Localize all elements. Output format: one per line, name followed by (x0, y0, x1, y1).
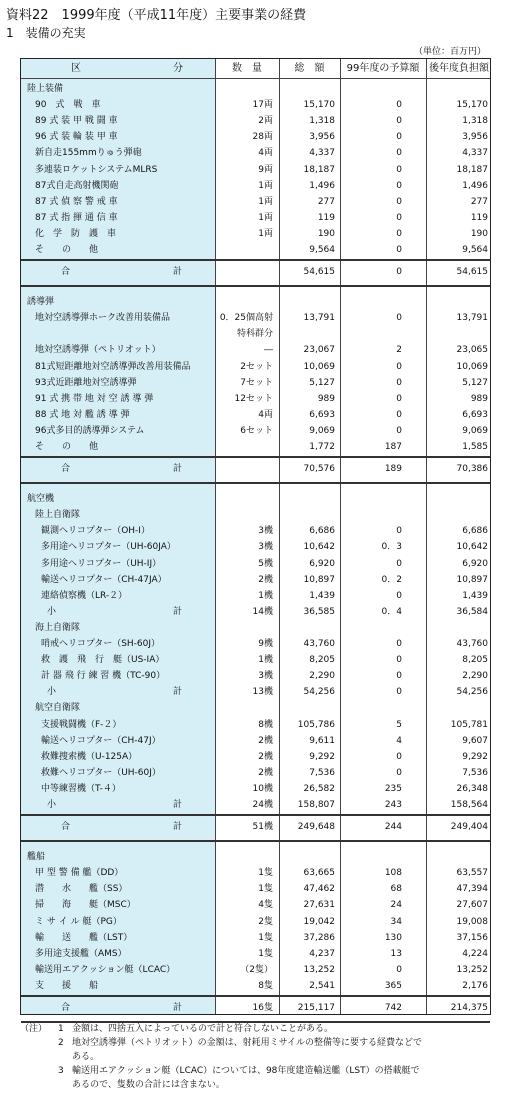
budget-cell: 13 (390, 948, 402, 959)
budget-cell: 2 (396, 345, 402, 356)
subtotal-row-label-b: 計 (173, 800, 183, 810)
total-cell: 63,665 (303, 868, 335, 879)
item-label: 輸送ヘリコプター（CH-47JA） (41, 574, 167, 585)
budget-cell: 5 (396, 719, 402, 730)
note-3-continued (20, 1078, 500, 1092)
total-cell: 249,648 (297, 822, 335, 833)
page-title: 資料22 1999年度（平成11年度）主要事業の経費 (6, 8, 307, 23)
note-text: あるので、隻数の合計には含まない。 (72, 1080, 225, 1090)
note-text: 輸送用エアクッション艇（LCAC）については、98年度建造輸送艦（LST）の搭載艇で (72, 1066, 420, 1076)
total-cell: 215,117 (297, 1003, 335, 1013)
item-label: 救難ヘリコプター（UH-60J） (41, 767, 161, 778)
budget-cell: 0 (396, 751, 402, 762)
budget-cell: 0 (396, 687, 402, 698)
row-divider (21, 840, 490, 842)
total-label-a: 合 (61, 1003, 71, 1013)
header-total: 総 額 (294, 63, 325, 74)
total-cell: 190 (317, 228, 335, 239)
budget-cell: 0 (396, 425, 402, 436)
total-cell: 37,286 (303, 932, 335, 943)
budget-cell: 0 (396, 212, 402, 223)
budget-cell: 0 (396, 228, 402, 239)
budget-cell: 0 (396, 590, 402, 601)
later-cell: 249,404 (450, 822, 488, 833)
quantity-cell: 8隻 (258, 980, 273, 991)
quantity-cell: 2両 (258, 116, 273, 127)
total-cell: 1,439 (309, 590, 335, 601)
later-cell: 36,584 (456, 606, 488, 617)
later-cell: 70,386 (456, 464, 488, 475)
total-label-b: 計 (173, 267, 183, 278)
section-title: 1 装備の充実 (6, 26, 86, 40)
later-cell: 1,318 (462, 116, 488, 127)
note-3 (20, 1064, 500, 1078)
budget-cell: 0 (396, 100, 402, 111)
quantity-cell: 16隻 (252, 1003, 273, 1013)
item-label: 輸 送 艦（LST） (35, 932, 133, 943)
total-cell: 47,462 (303, 884, 335, 895)
item-label: 救 護 飛 行 艇（US-IA） (41, 655, 165, 666)
later-cell: 1,439 (462, 590, 488, 601)
group-label: 艦船 (27, 852, 46, 863)
later-cell: 4,224 (462, 948, 488, 959)
total-cell: 158,807 (297, 800, 335, 810)
budget-cell: 0 (396, 393, 402, 404)
quantity-cell: 51機 (252, 822, 273, 833)
budget-cell: 235 (384, 783, 402, 794)
subtotal-row-label-a: 小 (47, 606, 57, 617)
item-label: 多用途支援艦（AMS） (35, 948, 127, 959)
quantity-cell-line2: 特科群分 (236, 329, 273, 340)
header-budget: 99年度の予算額 (346, 63, 420, 74)
total-cell: 13,252 (303, 964, 335, 975)
later-cell: 989 (470, 393, 488, 404)
total-label-b: 計 (173, 1003, 183, 1013)
quantity-cell: 7セット (240, 377, 273, 388)
quantity-cell: 3機 (258, 526, 273, 537)
quantity-cell: 9機 (258, 639, 273, 649)
quantity-cell: 1機 (258, 590, 273, 601)
budget-cell: 0 (396, 639, 402, 649)
quantity-cell: 1機 (258, 655, 273, 666)
budget-cell: 4 (396, 735, 402, 746)
later-cell: 15,170 (456, 100, 488, 111)
quantity-cell: 4隻 (258, 900, 273, 911)
budget-cell: 0 (396, 558, 402, 569)
total-label-a: 合 (61, 267, 71, 278)
subtotal-row-label-a: 小 (47, 800, 57, 810)
budget-cell: 130 (384, 932, 402, 943)
item-label: 地対空誘導弾（ペトリオット） (35, 345, 161, 356)
budget-cell: 0 (396, 671, 402, 682)
later-cell: 13,791 (456, 313, 488, 324)
budget-cell: 189 (384, 464, 402, 475)
item-label: 掃 海 艇（MSC） (35, 900, 136, 911)
quantity-cell: 1両 (258, 228, 273, 239)
quantity-cell: 1両 (258, 180, 273, 191)
budget-cell: 0 (396, 377, 402, 388)
quantity-cell: 8機 (258, 719, 273, 730)
budget-cell: 187 (384, 442, 402, 452)
budget-cell: 108 (384, 868, 402, 879)
total-cell: 5,127 (309, 377, 335, 388)
total-cell: 4,337 (309, 148, 335, 159)
total-cell: 10,069 (303, 361, 335, 372)
total-cell: 4,237 (309, 948, 335, 959)
later-cell: 23,065 (456, 345, 488, 356)
group-label: 航空自衛隊 (35, 703, 81, 714)
later-cell: 27,607 (456, 900, 488, 911)
later-cell: 10,069 (456, 361, 488, 372)
total-cell: 2,290 (309, 671, 335, 682)
subtotal-row-label-b: 計 (173, 687, 183, 698)
note-number: 3 (58, 1066, 64, 1076)
group-label: 陸上自衛隊 (35, 510, 81, 521)
total-cell: 10,897 (303, 574, 335, 585)
later-cell: 4,337 (462, 148, 488, 159)
item-label: 93式近距離地対空誘導弾 (35, 377, 137, 388)
row-divider (21, 259, 490, 261)
item-label: 哨戒ヘリコプター（SH-60J） (41, 639, 161, 649)
budget-cell: 365 (384, 980, 402, 991)
budget-cell: 0 (396, 313, 402, 324)
item-label: 88 式 地 対 艦 誘 導 弾 (35, 409, 130, 420)
group-label: 海上自衛隊 (35, 622, 81, 633)
budget-cell: 0 (396, 196, 402, 207)
total-cell: 6,693 (309, 409, 335, 420)
unit-label: （単位：百万円） (413, 47, 486, 57)
total-cell: 9,069 (309, 425, 335, 436)
total-cell: 54,615 (303, 267, 335, 278)
budget-cell: 0 (396, 148, 402, 159)
quantity-cell: 10機 (252, 783, 273, 794)
note-number: 1 (58, 1024, 64, 1034)
quantity-cell: 9両 (258, 164, 273, 175)
row-divider (21, 814, 490, 816)
quantity-cell: 2機 (258, 751, 273, 762)
notes (20, 1022, 500, 1092)
budget-cell: 0 (396, 409, 402, 420)
item-label: ミ サ イ ル 艇（PG） (35, 916, 122, 927)
total-cell: 2,541 (309, 980, 335, 991)
item-label: 多用途ヘリコプター（UH-IJ） (41, 558, 162, 569)
quantity-cell: 4両 (258, 148, 273, 159)
later-cell: 1,585 (462, 442, 488, 452)
quantity-cell: 28両 (252, 132, 273, 143)
item-label: 96 式 装 輪 装 甲 車 (35, 132, 118, 143)
total-cell: 9,611 (309, 735, 335, 746)
total-cell: 6,920 (309, 558, 335, 569)
quantity-cell: 2隻 (258, 916, 273, 927)
item-label: 化 学 防 護 車 (35, 228, 117, 239)
quantity-cell: 2機 (258, 767, 273, 778)
total-cell: 54,256 (303, 687, 335, 698)
item-label: 81式短距離地対空誘導弾改善用装備品 (35, 361, 191, 372)
later-cell: 47,394 (456, 884, 488, 895)
total-cell: 9,292 (309, 751, 335, 762)
total-label-b: 計 (173, 822, 183, 833)
later-cell: 54,615 (456, 267, 488, 278)
total-cell: 27,631 (303, 900, 335, 911)
later-cell: 277 (470, 196, 488, 207)
item-label: 潜 水 艦（SS） (35, 884, 128, 895)
item-label: 支 援 船 (35, 980, 99, 991)
later-cell: 43,760 (456, 639, 488, 649)
total-cell: 10,642 (303, 542, 335, 553)
budget-cell: 0 (396, 964, 402, 975)
note-2-continued (20, 1050, 500, 1064)
quantity-cell: 2機 (258, 574, 273, 585)
budget-cell: 0 (396, 180, 402, 191)
total-cell: 70,576 (303, 464, 335, 475)
later-cell: 7,536 (462, 767, 488, 778)
quantity-cell: 3機 (258, 542, 273, 553)
group-label: 陸上装備 (27, 84, 64, 94)
total-cell: 23,067 (303, 345, 335, 356)
later-cell: 214,375 (450, 1003, 488, 1013)
quantity-cell: 5機 (258, 558, 273, 569)
row-divider (21, 456, 490, 458)
later-cell: 9,292 (462, 751, 488, 762)
quantity-cell: 1隻 (258, 884, 273, 895)
later-cell: 2,176 (462, 980, 488, 991)
budget-cell: 244 (384, 822, 402, 833)
item-label: 新自走155mmりゅう弾砲 (35, 148, 142, 159)
total-cell: 1,496 (309, 180, 335, 191)
item-label: 中等練習機（T-４） (41, 783, 121, 794)
quantity-cell: 17両 (252, 100, 273, 111)
later-cell: 9,069 (462, 425, 488, 436)
row-divider (21, 285, 490, 287)
total-cell: 26,582 (303, 783, 335, 794)
total-cell: 1,772 (309, 442, 335, 452)
item-label: 輸送用エアクッション艇（LCAC） (35, 964, 176, 975)
item-label: 90 式 戦 車 (35, 100, 101, 111)
row-divider (21, 995, 490, 997)
later-cell: 9,564 (462, 245, 488, 255)
budget-cell: 243 (384, 800, 402, 810)
total-cell: 13,791 (303, 313, 335, 324)
row-divider (21, 482, 490, 484)
item-label: 91 式 携 帯 地 対 空 誘 導 弾 (35, 393, 154, 404)
later-cell: 2,290 (462, 671, 488, 682)
later-cell: 54,256 (456, 687, 488, 698)
later-cell: 5,127 (462, 377, 488, 388)
quantity-cell: 3機 (258, 671, 273, 682)
total-label-a: 合 (61, 464, 71, 475)
total-cell: 105,786 (297, 719, 335, 730)
total-cell: 3,956 (309, 132, 335, 143)
note-text: ある。 (72, 1052, 100, 1062)
budget-cell: 0 (396, 767, 402, 778)
budget-cell: 34 (390, 916, 402, 927)
total-cell: 277 (317, 196, 335, 207)
quantity-cell: 1隻 (258, 868, 273, 879)
header-kubun-a: 区 (71, 63, 81, 74)
expense-table (20, 58, 491, 1015)
item-label: 地対空誘導弾ホーク改善用装備品 (35, 313, 171, 324)
subtotal-row-label-b: 計 (173, 606, 183, 617)
later-cell: 6,920 (462, 558, 488, 569)
budget-cell: 0 (396, 526, 402, 537)
later-cell: 6,686 (462, 526, 488, 537)
total-cell: 15,170 (303, 100, 335, 111)
quantity-cell: 24機 (252, 800, 273, 810)
budget-cell: 0．2 (381, 574, 402, 585)
item-label: 連絡偵察機（LR-２） (41, 590, 128, 601)
total-cell: 119 (317, 212, 335, 223)
budget-cell: 0．3 (381, 542, 402, 553)
quantity-cell: 6セット (240, 425, 273, 436)
quantity-cell: 2セット (240, 361, 273, 372)
quantity-cell: 0．25個高射 (219, 313, 273, 324)
later-cell: 190 (470, 228, 488, 239)
note-1 (20, 1022, 500, 1036)
item-label: 甲 型 警 備 艦（DD） (35, 868, 124, 879)
item-label: 支援戦闘機（F-２） (41, 719, 122, 730)
budget-cell: 0 (396, 132, 402, 143)
total-cell: 7,536 (309, 767, 335, 778)
later-cell: 26,348 (456, 783, 488, 794)
total-cell: 6,686 (309, 526, 335, 537)
total-cell: 8,205 (309, 655, 335, 666)
item-label: 輸送ヘリコプター（CH-47J） (41, 735, 161, 746)
header-kubun-b: 分 (173, 63, 183, 74)
quantity-cell: 14機 (252, 606, 273, 617)
item-label: 観測ヘリコプター（OH-I） (41, 526, 150, 537)
note-number: 2 (58, 1038, 64, 1048)
item-label: 87式自走高射機関砲 (35, 180, 119, 191)
quantity-cell: 1両 (258, 212, 273, 223)
total-cell: 989 (317, 393, 335, 404)
notes-prefix: （注） (20, 1024, 48, 1034)
item-label: そ の 他 (35, 442, 99, 452)
later-cell: 9,607 (462, 735, 488, 746)
later-cell: 18,187 (456, 164, 488, 175)
group-label: 誘導弾 (27, 297, 55, 308)
budget-cell: 0 (396, 361, 402, 372)
item-label: 計 器 飛 行 練 習 機（TC-90） (41, 671, 166, 682)
later-cell: 19,008 (456, 916, 488, 927)
budget-cell: 0 (396, 655, 402, 666)
budget-cell: 0．4 (381, 606, 402, 617)
header-divider (21, 78, 490, 79)
later-cell: 63,557 (456, 868, 488, 879)
later-cell: 10,642 (456, 542, 488, 553)
later-cell: 8,205 (462, 655, 488, 666)
header-quantity: 数 量 (232, 63, 262, 74)
item-label: 87 式 偵 察 警 戒 車 (35, 196, 118, 207)
budget-cell: 0 (396, 267, 402, 278)
note-text: 地対空誘導弾（ペトリオット）の金額は、射耗用ミサイルの整備等に要する経費などで (72, 1038, 423, 1048)
item-label: 87 式 指 揮 通 信 車 (35, 212, 118, 223)
later-cell: 1,496 (462, 180, 488, 191)
total-cell: 19,042 (303, 916, 335, 927)
budget-cell: 68 (390, 884, 402, 895)
later-cell: 105,781 (450, 719, 488, 730)
later-cell: 10,897 (456, 574, 488, 585)
quantity-cell: 2機 (258, 735, 273, 746)
budget-cell: 742 (384, 1003, 402, 1013)
quantity-cell: 4両 (258, 409, 273, 420)
total-cell: 9,564 (309, 245, 335, 255)
quantity-cell: 1隻 (258, 932, 273, 943)
quantity-cell: （2隻） (240, 964, 273, 975)
header-later-burden: 後年度負担額 (429, 63, 489, 74)
quantity-cell: 12セット (234, 393, 273, 404)
budget-cell: 0 (396, 164, 402, 175)
quantity-cell: ― (264, 345, 273, 356)
note-2 (20, 1036, 500, 1050)
later-cell: 13,252 (456, 964, 488, 975)
item-label: 多連装ロケットシステムMLRS (35, 164, 158, 175)
total-cell: 1,318 (309, 116, 335, 127)
later-cell: 6,693 (462, 409, 488, 420)
later-cell: 119 (470, 212, 488, 223)
quantity-cell: 13機 (252, 687, 273, 698)
item-label: 救難捜索機（U-125A） (41, 751, 138, 762)
quantity-cell: 1両 (258, 196, 273, 207)
group-label: 航空機 (27, 494, 55, 505)
note-text: 金額は、四捨五入によっているので計と符合しないことがある。 (72, 1024, 334, 1034)
budget-cell: 24 (390, 900, 402, 911)
total-cell: 18,187 (303, 164, 335, 175)
item-label: 多用途ヘリコプター（UH-60JA） (41, 542, 176, 553)
total-cell: 36,585 (303, 606, 335, 617)
item-label: そ の 他 (35, 245, 99, 255)
subtotal-row-label-a: 小 (47, 687, 57, 698)
total-cell: 43,760 (303, 639, 335, 649)
later-cell: 37,156 (456, 932, 488, 943)
item-label: 89 式 装 甲 戦 闘 車 (35, 116, 118, 127)
item-label: 96式多目的誘導弾システム (35, 425, 145, 436)
total-label-b: 計 (173, 464, 183, 475)
total-label-a: 合 (61, 822, 71, 833)
budget-cell: 0 (396, 245, 402, 255)
later-cell: 158,564 (450, 800, 488, 810)
budget-cell: 0 (396, 116, 402, 127)
later-cell: 3,956 (462, 132, 488, 143)
quantity-cell: 1隻 (258, 948, 273, 959)
